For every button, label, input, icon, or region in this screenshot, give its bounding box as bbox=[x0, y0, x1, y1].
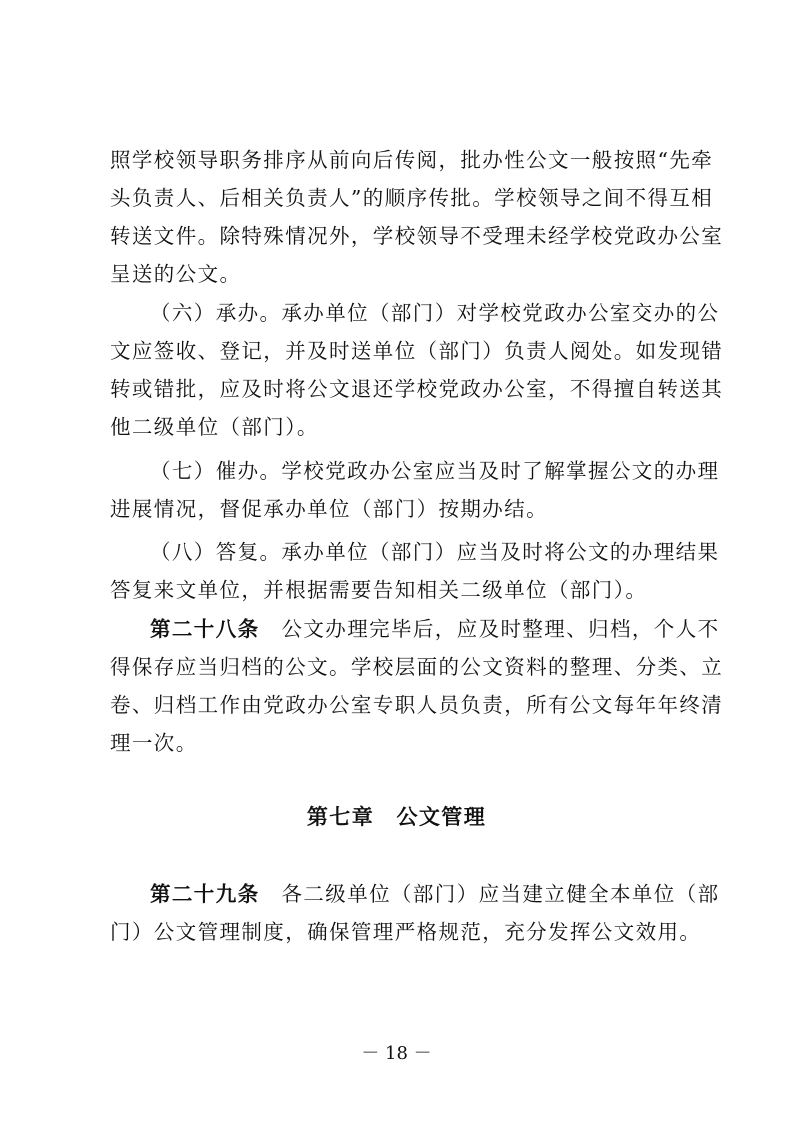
text-line: 转或错批，应及时将公文退还学校党政办公室，不得擅自转送其 bbox=[110, 377, 724, 401]
text-line: 文应签收、登记，并及时送单位（部门）负责人阅处。如发现错 bbox=[110, 339, 724, 363]
article-heading: 第二十八条 bbox=[150, 617, 260, 641]
text-line: 照学校领导职务排序从前向后传阅，批办性公文一般按照“先牵 bbox=[110, 148, 714, 172]
text-line: （七）催办。学校党政办公室应当及时了解掌握公文的办理 bbox=[150, 459, 720, 483]
text-line: 门）公文管理制度，确保管理严格规范，充分发挥公文效用。 bbox=[110, 920, 702, 944]
text-line: 得保存应当归档的公文。学校层面的公文资料的整理、分类、立 bbox=[110, 655, 724, 679]
text-line: 卷、归档工作由党政办公室专职人员负责，所有公文每年年终清 bbox=[110, 693, 724, 717]
text-line: 呈送的公文。 bbox=[110, 262, 242, 286]
text-line: 他二级单位（部门）。 bbox=[110, 415, 319, 439]
page-number: － 18 － bbox=[361, 1043, 432, 1064]
article-first-line bbox=[150, 880, 720, 908]
text-line: （八）答复。承办单位（部门）应当及时将公文的办理结果 bbox=[150, 540, 720, 564]
text-line: 头负责人、后相关负责人”的顺序传批。学校领导之间不得互相 bbox=[110, 186, 714, 210]
text-line: 答复来文单位，并根据需要告知相关二级单位（部门）。 bbox=[110, 578, 648, 602]
text-line: 进展情况，督促承办单位（部门）按期办结。 bbox=[110, 497, 548, 521]
article-heading: 第二十九条 bbox=[150, 882, 260, 906]
article-text: 公文办理完毕后，应及时整理、归档，个人不 bbox=[281, 617, 720, 641]
article-text: 各二级单位（部门）应当建立健全本单位（部 bbox=[281, 882, 720, 906]
text-line: 理一次。 bbox=[110, 731, 198, 755]
article-first-line bbox=[150, 615, 720, 643]
text-line: （六）承办。承办单位（部门）对学校党政办公室交办的公 bbox=[150, 301, 720, 325]
chapter-title: 第七章 公文管理 bbox=[306, 805, 487, 829]
text-line: 转送文件。除特殊情况外，学校领导不受理未经学校党政办公室 bbox=[110, 224, 724, 248]
